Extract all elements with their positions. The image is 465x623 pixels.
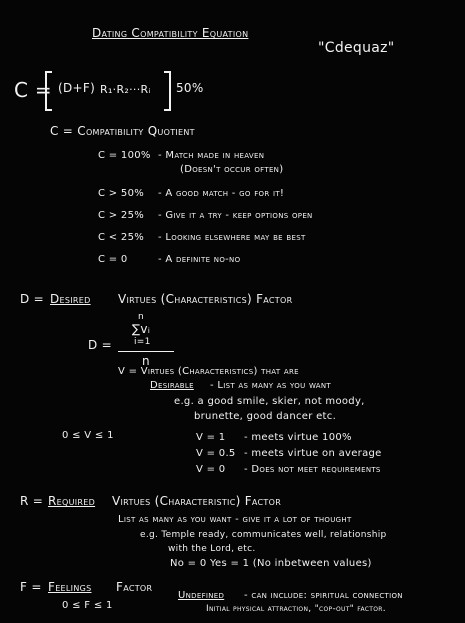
d-heading-lhs: D = — [20, 292, 45, 306]
c-rule-desc: - Match made in heaven — [158, 150, 265, 161]
d-sum-top: n — [138, 312, 145, 322]
c-rule-cond: C < 25% — [98, 232, 145, 243]
v-value-cond: V = 0.5 — [196, 448, 236, 459]
d-formula-lhs: D = — [88, 338, 113, 352]
c-rule-cond: C > 50% — [98, 188, 145, 199]
v-value-desc: - meets virtue 100% — [244, 432, 352, 443]
f-range: 0 ≤ F ≤ 1 — [62, 600, 113, 611]
v-range: 0 ≤ V ≤ 1 — [62, 430, 114, 441]
v-value-cond: V = 0 — [196, 464, 226, 475]
r-instruction: List as many as you want - give it a lot of thought — [118, 514, 352, 525]
c-definition: C = Compatibility Quotient — [50, 124, 195, 138]
d-fraction-bar — [118, 351, 174, 352]
v-definition: V = Virtues (Characteristics) that are — [118, 366, 299, 377]
r-example-line: e.g. Temple ready, communicates well, relationship — [140, 530, 387, 540]
d-sum-symbol: ∑vᵢ — [132, 322, 151, 336]
r-heading-rest: Virtues (Characteristic) Factor — [112, 494, 282, 508]
d-sum-bottom: i=1 — [134, 337, 151, 347]
v-value-desc: - meets virtue on average — [244, 448, 382, 459]
c-rule-desc: - Give it a try - keep options open — [158, 210, 313, 221]
main-equation-lhs: C = — [14, 78, 52, 102]
d-heading-rest: Virtues (Characteristics) Factor — [118, 292, 293, 306]
c-rule-desc: - Looking elsewhere may be best — [158, 232, 306, 243]
f-heading-rest: Factor — [116, 580, 153, 594]
v-example-line: e.g. a good smile, skier, not moody, — [174, 396, 365, 407]
c-rule-cond: C > 25% — [98, 210, 145, 221]
r-heading-keyword: Required — [48, 494, 96, 508]
v-value-cond: V = 1 — [196, 432, 226, 443]
main-equation-inner: (D+F) — [58, 81, 96, 95]
c-rule-note: (Doesn't occur often) — [180, 164, 284, 175]
main-equation-factors: R₁·R₂···Rᵢ — [100, 83, 151, 96]
r-example-line: with the Lord, etc. — [168, 544, 256, 554]
f-description: - can include: spiritual connection — [244, 590, 403, 601]
c-rule-desc: - A definite no-no — [158, 254, 241, 265]
r-values: No = 0 Yes = 1 (No inbetween values) — [170, 558, 372, 569]
r-heading-lhs: R = — [20, 494, 44, 508]
d-heading-keyword: Desired — [50, 292, 91, 306]
main-equation-tail: 50% — [176, 81, 204, 95]
f-description: Initial physical attraction, "cop-out" factor. — [206, 604, 386, 614]
f-heading-lhs: F = — [20, 580, 42, 594]
c-rule-desc: - A good match - go for it! — [158, 188, 285, 199]
v-definition-rest: - List as many as you want — [210, 380, 332, 391]
d-denominator: n — [142, 354, 150, 368]
c-rule-cond: C = 100% — [98, 150, 151, 161]
v-value-desc: - Does not meet requirements — [244, 464, 381, 475]
c-rule-cond: C = 0 — [98, 254, 128, 265]
f-undefined: Undefined — [178, 590, 225, 601]
v-definition-keyword: Desirable — [150, 380, 194, 391]
f-heading-keyword: Feelings — [48, 580, 92, 594]
signature: "Cdequaz" — [318, 40, 395, 56]
page-title: Dating Compatibility Equation — [92, 26, 249, 40]
v-example-line: brunette, good dancer etc. — [194, 411, 337, 422]
